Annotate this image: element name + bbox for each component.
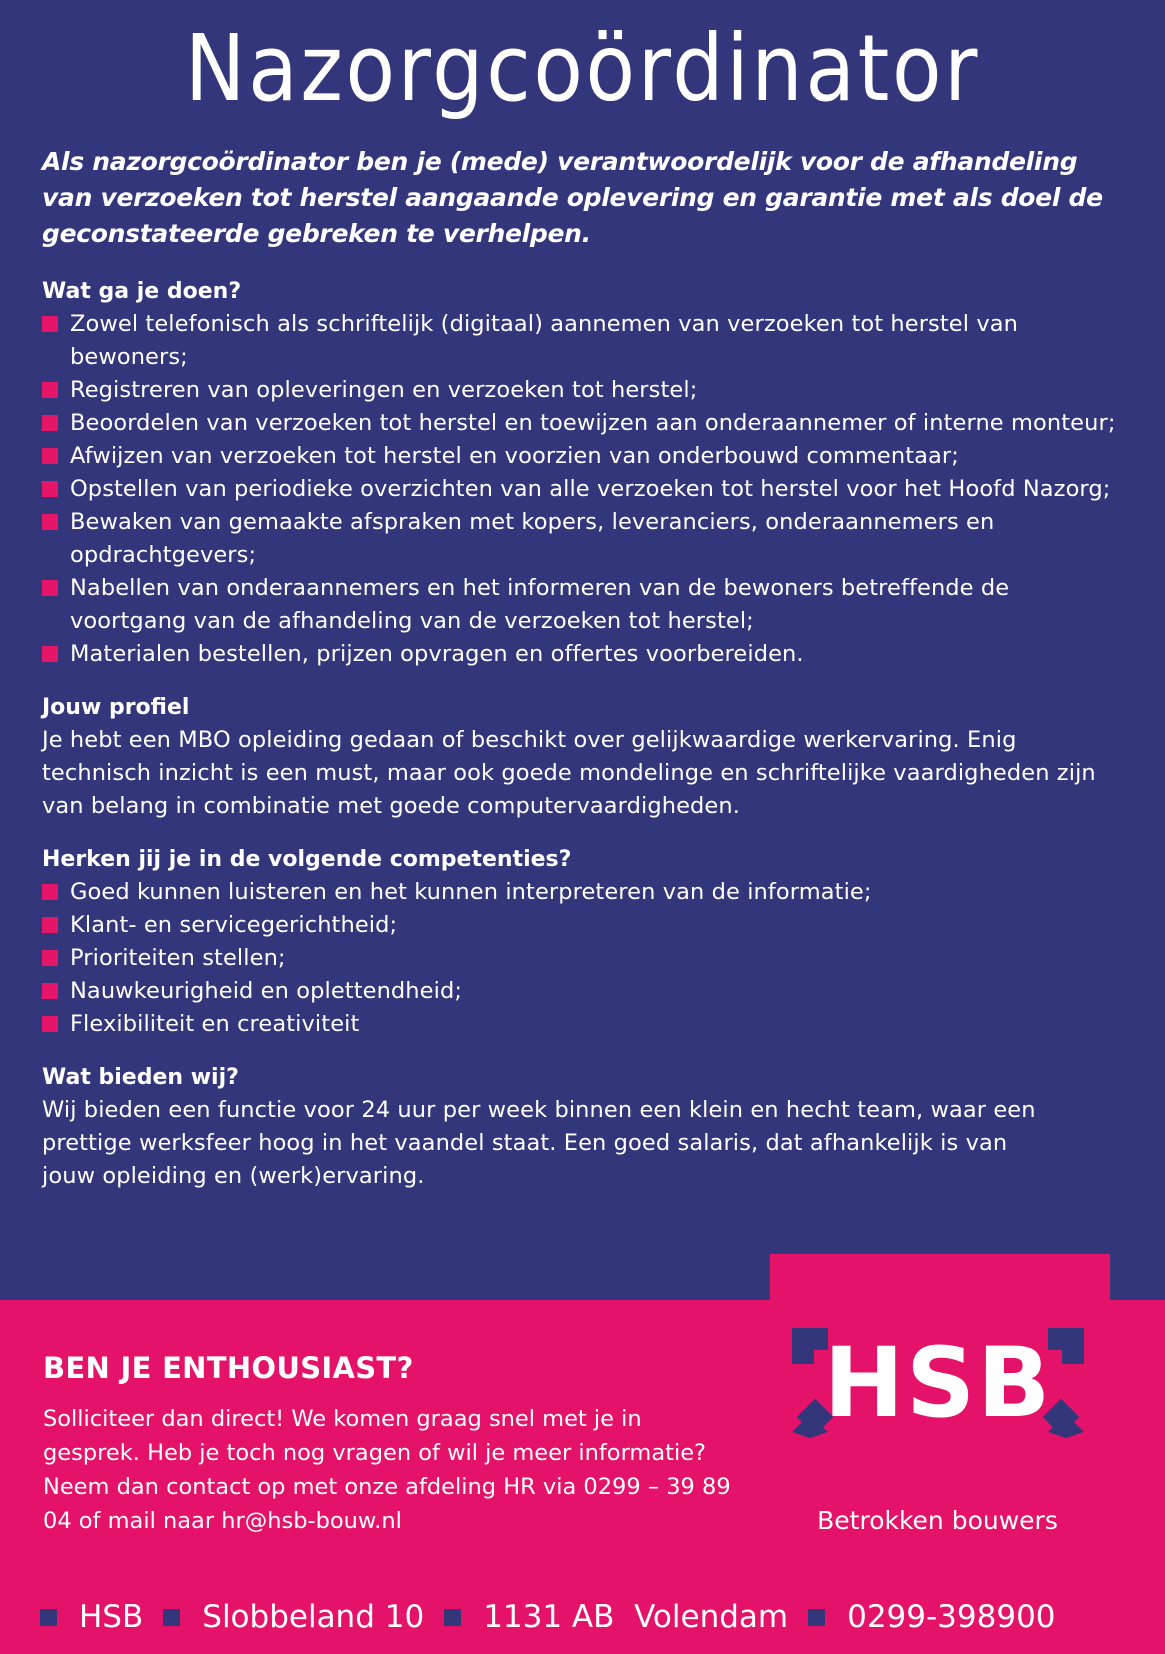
footer-company: HSB <box>79 1599 144 1635</box>
list-item: Klant- en servicegerichtheid; <box>42 909 1132 942</box>
bullet-square-icon <box>42 983 58 999</box>
list-item: Beoordelen van verzoeken tot herstel en toewijzen aan onderaannemer of interne monteur; <box>42 407 1132 440</box>
tasks-section <box>42 275 1132 671</box>
list-item: Prioriteiten stellen; <box>42 942 1132 975</box>
bullet-square-icon <box>42 316 58 332</box>
intro-text: Als nazorgcoördinator ben je (mede) verantwoordelijk voor de afhandeling van verzoeken tot herstel aangaande oplevering en garantie met als doel de geconstateerde gebreken te verhelpen. <box>42 147 1103 248</box>
footer-contact-bar <box>40 1594 1140 1640</box>
logo-tab <box>770 1254 1110 1304</box>
bullet-square-icon <box>42 950 58 966</box>
competencies-list <box>42 876 1132 1041</box>
tasks-heading: Wat ga je doen? <box>42 279 242 304</box>
bullet-square-icon <box>42 382 58 398</box>
footer-bullet-icon <box>163 1609 180 1626</box>
list-item: Zowel telefonisch als schriftelijk (digitaal) aannemen van verzoeken tot herstel van bewoners; <box>42 308 1132 374</box>
tasks-list <box>42 308 1132 671</box>
profile-heading: Jouw profiel <box>42 695 190 720</box>
footer-street: Slobbeland 10 <box>202 1599 425 1635</box>
profile-text: Je hebt een MBO opleiding gedaan of beschikt over gelijkwaardige werkervaring. Enig technisch inzicht is een must, maar ook goede mondelinge en schriftelijke vaardigheden zijn van belang in combinatie met goede computervaardigheden. <box>42 727 1096 819</box>
list-item: Nabellen van onderaannemers en het informeren van de bewoners betreffende de voortgang van de afhandeling van de verzoeken tot herstel; <box>42 572 1132 638</box>
bullet-square-icon <box>42 646 58 662</box>
list-item: Flexibiliteit en creativiteit <box>42 1008 1132 1041</box>
bullet-square-icon <box>42 1016 58 1032</box>
competencies-heading: Herken jij je in de volgende competenties? <box>42 847 572 872</box>
offer-heading: Wat bieden wij? <box>42 1065 239 1090</box>
bullet-square-icon <box>42 580 58 596</box>
list-item: Registreren van opleveringen en verzoeken tot herstel; <box>42 374 1132 407</box>
list-item: Goed kunnen luisteren en het kunnen interpreteren van de informatie; <box>42 876 1132 909</box>
bullet-square-icon <box>42 415 58 431</box>
footer-phone[interactable]: 0299-398900 <box>847 1599 1056 1635</box>
bullet-square-icon <box>42 448 58 464</box>
list-item: Nauwkeurigheid en oplettendheid; <box>42 975 1132 1008</box>
footer-bullet-icon <box>40 1609 57 1626</box>
offer-text: Wij bieden een functie voor 24 uur per week binnen een klein en hecht team, waar een prettige werksfeer hoog in het vaandel staat. Een goed salaris, dat afhankelijk is van jouw opleiding en (werk)ervaring. <box>42 1097 1036 1189</box>
logo-wordmark: HSB <box>823 1327 1053 1439</box>
list-item: Bewaken van gemaakte afspraken met kopers, leveranciers, onderaannemers en opdrachtgevers; <box>42 506 1132 572</box>
bullet-square-icon <box>42 884 58 900</box>
main-content <box>42 275 1132 1213</box>
footer-bullet-icon <box>444 1609 461 1626</box>
list-item: Afwijzen van verzoeken tot herstel en voorzien van onderbouwd commentaar; <box>42 440 1132 473</box>
bullet-square-icon <box>42 481 58 497</box>
profile-section <box>42 691 1132 823</box>
cta-heading: BEN JE ENTHOUSIAST? <box>43 1351 414 1385</box>
competencies-section <box>42 843 1132 1041</box>
logo-tagline: Betrokken bouwers <box>817 1506 1058 1535</box>
page-title: Nazorgcoördinator <box>184 15 981 122</box>
bullet-square-icon <box>42 514 58 530</box>
list-item: Opstellen van periodieke overzichten van alle verzoeken tot herstel voor het Hoofd Nazorg; <box>42 473 1132 506</box>
footer-city: 1131 AB Volendam <box>483 1599 789 1635</box>
footer-bullet-icon <box>808 1609 825 1626</box>
bullet-square-icon <box>42 917 58 933</box>
list-item: Materialen bestellen, prijzen opvragen en offertes voorbereiden. <box>42 638 1132 671</box>
offer-section <box>42 1061 1132 1193</box>
hsb-logo <box>788 1320 1088 1440</box>
cta-text: Solliciteer dan direct! We komen graag snel met je in gesprek. Heb je toch nog vragen of wil je meer informatie? Neem dan contact op met onze afdeling HR via 0299 – 39 89 04 of mail naar hr@hsb-bouw.nl <box>43 1406 731 1534</box>
